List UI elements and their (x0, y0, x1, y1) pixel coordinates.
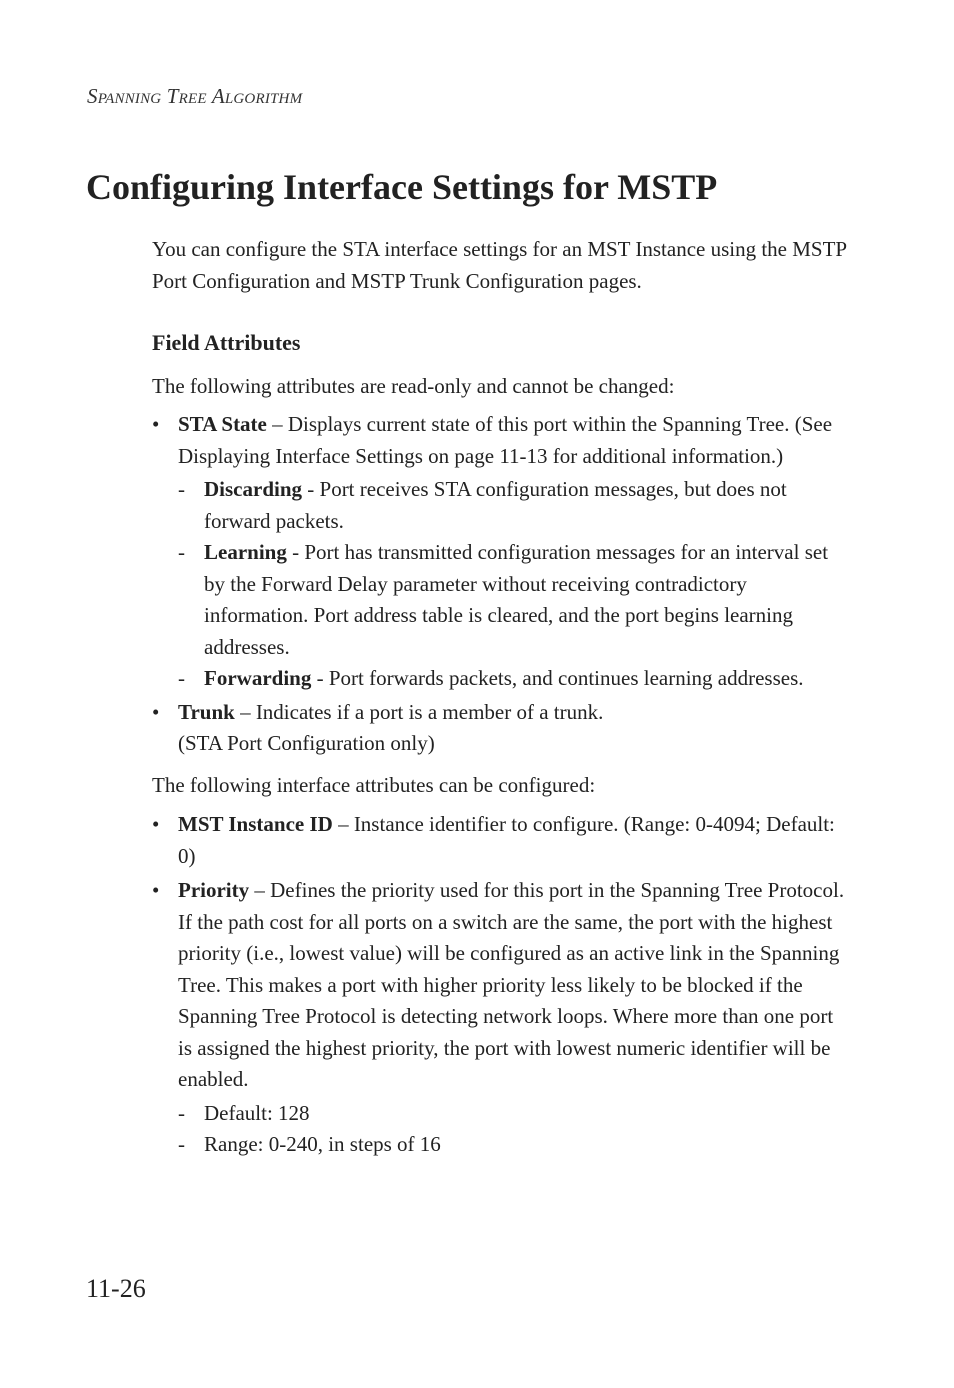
sub-list-item (178, 663, 852, 695)
sub-list-item (178, 537, 852, 663)
description: – Displays current state of this port within the Spanning Tree. (See Displaying Interface Settings on page 11-13 for additional information.) (178, 412, 833, 468)
bullet-marker: • (152, 812, 160, 836)
subheading: Field Attributes (152, 330, 301, 355)
description: - Port receives STA configuration messages, but does not forward packets. (204, 477, 787, 533)
term: Learning (204, 540, 287, 564)
note: (STA Port Configuration only) (178, 731, 435, 755)
dash-marker: - (178, 477, 185, 501)
description: - Port has transmitted configuration messages for an interval set by the Forward Delay parameter without receiving contradictory information. Port address table is cleared, and the port begins learning addresses. (204, 540, 829, 659)
sub-list-item (178, 1098, 852, 1130)
description: – Defines the priority used for this port in the Spanning Tree Protocol. If the path cost for all ports on a switch are the same, the port with the highest priority (i.e., lowest value) will be configured as an active link in the Spanning Tree. This makes a port with higher priority less likely to be blocked if the Spanning Tree Protocol is detecting network loops. Where more than one port is assigned the highest priority, the port with lowest numeric identifier will be enabled. (178, 878, 845, 1091)
running-head: Spanning Tree Algorithm (87, 84, 303, 108)
description: Range: 0-240, in steps of 16 (204, 1132, 441, 1156)
config-list (152, 809, 852, 1161)
dash-marker: - (178, 540, 185, 564)
list-item (152, 409, 852, 695)
list-item (152, 697, 852, 760)
list-item (152, 875, 852, 1161)
sub-list-item (178, 1129, 852, 1161)
config-lead: The following interface attributes can be configured: (152, 772, 596, 797)
dash-marker: - (178, 1132, 185, 1156)
description: Default: 128 (204, 1100, 310, 1125)
sub-list (178, 474, 852, 695)
bullet-marker: • (152, 412, 160, 436)
intro-paragraph: You can configure the STA interface settings for an MST Instance using the MSTP Port Configuration and MSTP Trunk Configuration pages. (152, 237, 847, 293)
description: - Port forwards packets, and continues learning addresses. (311, 666, 804, 690)
list-item (152, 809, 852, 872)
section-title: Configuring Interface Settings for MSTP (86, 167, 718, 207)
term: Priority (178, 878, 250, 902)
sub-list (178, 1098, 852, 1161)
dash-marker: - (178, 666, 185, 690)
term: MST Instance ID (178, 812, 333, 836)
bullet-marker: • (152, 878, 160, 902)
section-body (152, 234, 852, 1163)
description: – Indicates if a port is a member of a trunk. (234, 699, 604, 724)
bullet-marker: • (152, 699, 160, 724)
term: Discarding (204, 477, 303, 501)
sub-list-item (178, 474, 852, 537)
term: Trunk (178, 699, 235, 724)
readonly-lead: The following attributes are read-only and cannot be changed: (152, 373, 675, 398)
page-number: 11-26 (86, 1274, 146, 1303)
term: STA State (178, 412, 267, 436)
description: – Instance identifier to configure. (Range: 0-4094; Default: 0) (178, 812, 835, 868)
term: Forwarding (204, 666, 312, 690)
readonly-list (152, 409, 852, 760)
dash-marker: - (178, 1100, 185, 1125)
